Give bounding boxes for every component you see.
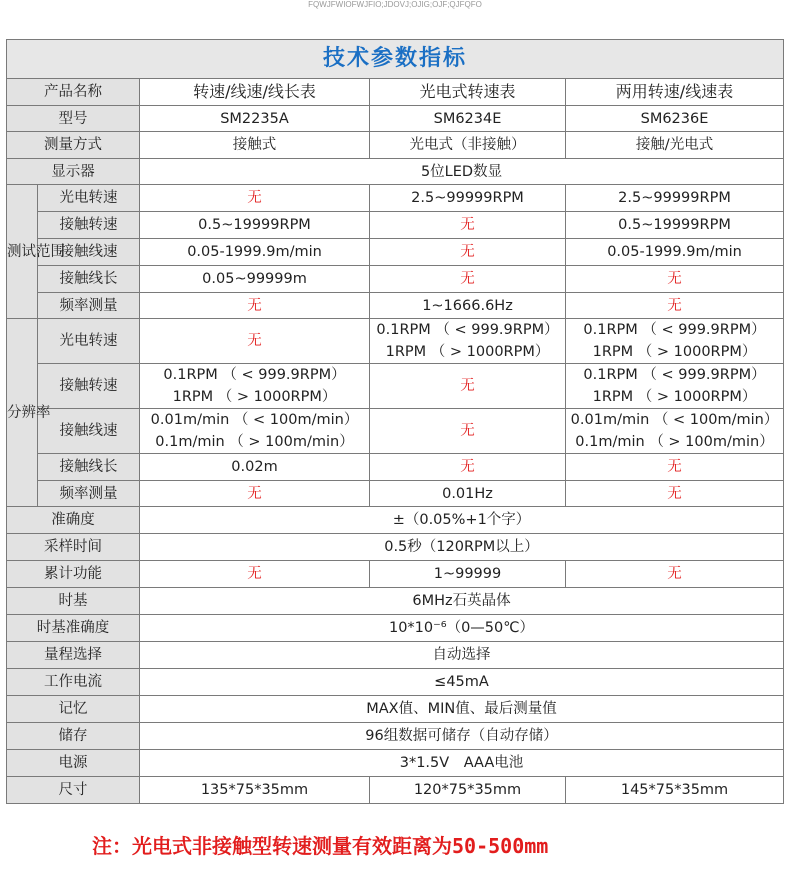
current-value: ≤45mA bbox=[140, 669, 784, 696]
row-res-contact-length bbox=[7, 454, 784, 481]
label-method: 测量方式 bbox=[7, 132, 140, 159]
power-value: 3*1.5V AAA电池 bbox=[140, 750, 784, 777]
res-contact-speed-1-line2: 0.1m/min （ > 100m/min） bbox=[155, 434, 354, 450]
timebase-accuracy-value: 10*10⁻⁶（0—50℃） bbox=[140, 615, 784, 642]
cumulative-2: 1~99999 bbox=[370, 561, 566, 588]
label-current: 工作电流 bbox=[7, 669, 140, 696]
res-contact-length-1: 0.02m bbox=[140, 454, 370, 481]
res-contact-rpm-3 bbox=[566, 364, 784, 409]
res-contact-rpm-2: 无 bbox=[370, 364, 566, 409]
row-size bbox=[7, 777, 784, 804]
footnote: 注：光电式非接触型转速测量有效距离为50-500mm bbox=[92, 834, 549, 858]
label-sampling: 采样时间 bbox=[7, 534, 140, 561]
label-range-photo-rpm: 光电转速 bbox=[38, 185, 140, 212]
label-res-photo-rpm: 光电转速 bbox=[38, 319, 140, 364]
row-res-photo-rpm bbox=[7, 319, 784, 364]
res-contact-length-3: 无 bbox=[566, 454, 784, 481]
row-accuracy bbox=[7, 507, 784, 534]
range-photo-rpm-3: 2.5~99999RPM bbox=[566, 185, 784, 212]
product-col-3: 两用转速/线速表 bbox=[566, 79, 784, 106]
memory-value: MAX值、MIN值、最后测量值 bbox=[140, 696, 784, 723]
row-timebase bbox=[7, 588, 784, 615]
row-sampling bbox=[7, 534, 784, 561]
table-title: 技术参数指标 bbox=[7, 40, 784, 79]
size-1: 135*75*35mm bbox=[140, 777, 370, 804]
res-photo-rpm-3 bbox=[566, 319, 784, 364]
size-2: 120*75*35mm bbox=[370, 777, 566, 804]
method-2: 光电式（非接触） bbox=[370, 132, 566, 159]
row-res-contact-speed bbox=[7, 409, 784, 454]
label-res-contact-length: 接触线长 bbox=[38, 454, 140, 481]
row-method bbox=[7, 132, 784, 159]
row-range-photo-rpm bbox=[7, 185, 784, 212]
res-contact-rpm-1-line1: 0.1RPM （ < 999.9RPM） bbox=[163, 367, 346, 383]
row-timebase-accuracy bbox=[7, 615, 784, 642]
top-code-text: FQWJFWIOFWJFIO;JDOVJ;OJIG;OJF;QJFQFO bbox=[308, 0, 482, 9]
label-accuracy: 准确度 bbox=[7, 507, 140, 534]
res-contact-length-2: 无 bbox=[370, 454, 566, 481]
cumulative-1: 无 bbox=[140, 561, 370, 588]
res-frequency-2: 0.01Hz bbox=[370, 481, 566, 507]
res-contact-rpm-1-line2: 1RPM （ > 1000RPM） bbox=[172, 389, 337, 405]
range-contact-speed-3: 0.05-1999.9m/min bbox=[566, 239, 784, 266]
range-frequency-2: 1~1666.6Hz bbox=[370, 293, 566, 319]
label-power: 电源 bbox=[7, 750, 140, 777]
timebase-value: 6MHz石英晶体 bbox=[140, 588, 784, 615]
range-contact-rpm-1: 0.5~19999RPM bbox=[140, 212, 370, 239]
label-timebase: 时基 bbox=[7, 588, 140, 615]
row-res-contact-rpm bbox=[7, 364, 784, 409]
label-res-contact-speed: 接触线速 bbox=[38, 409, 140, 454]
res-contact-speed-1 bbox=[140, 409, 370, 454]
label-storage: 储存 bbox=[7, 723, 140, 750]
row-range-select bbox=[7, 642, 784, 669]
res-contact-rpm-1 bbox=[140, 364, 370, 409]
group-range-label: 测试范围 bbox=[7, 243, 65, 260]
label-range-contact-speed: 接触线速 bbox=[38, 239, 140, 266]
group-resolution bbox=[7, 319, 51, 507]
range-frequency-1: 无 bbox=[140, 293, 370, 319]
res-photo-rpm-1: 无 bbox=[140, 319, 370, 364]
cumulative-3: 无 bbox=[566, 561, 784, 588]
label-range-frequency: 频率测量 bbox=[38, 293, 140, 319]
label-range-contact-rpm: 接触转速 bbox=[38, 212, 140, 239]
label-range-contact-length: 接触线长 bbox=[38, 266, 140, 293]
res-photo-rpm-3-line2: 1RPM （ > 1000RPM） bbox=[592, 344, 757, 360]
res-frequency-1: 无 bbox=[140, 481, 370, 507]
row-storage bbox=[7, 723, 784, 750]
row-current bbox=[7, 669, 784, 696]
range-select-value: 自动选择 bbox=[140, 642, 784, 669]
range-photo-rpm-1: 无 bbox=[140, 185, 370, 212]
label-res-frequency: 频率测量 bbox=[38, 481, 140, 507]
res-frequency-3: 无 bbox=[566, 481, 784, 507]
label-cumulative: 累计功能 bbox=[7, 561, 140, 588]
range-photo-rpm-2: 2.5~99999RPM bbox=[370, 185, 566, 212]
method-3: 接触/光电式 bbox=[566, 132, 784, 159]
range-contact-speed-2: 无 bbox=[370, 239, 566, 266]
row-product-name bbox=[7, 79, 784, 106]
row-memory bbox=[7, 696, 784, 723]
size-3: 145*75*35mm bbox=[566, 777, 784, 804]
range-contact-rpm-3: 0.5~19999RPM bbox=[566, 212, 784, 239]
product-col-1: 转速/线速/线长表 bbox=[140, 79, 370, 106]
model-2: SM6234E bbox=[370, 106, 566, 132]
display-value: 5位LED数显 bbox=[140, 159, 784, 185]
label-size: 尺寸 bbox=[7, 777, 140, 804]
label-model: 型号 bbox=[7, 106, 140, 132]
row-display bbox=[7, 159, 784, 185]
group-range bbox=[7, 185, 65, 319]
range-contact-length-3: 无 bbox=[566, 266, 784, 293]
label-product-name: 产品名称 bbox=[7, 79, 140, 106]
row-range-contact-speed bbox=[7, 239, 784, 266]
res-contact-speed-2: 无 bbox=[370, 409, 566, 454]
method-1: 接触式 bbox=[140, 132, 370, 159]
range-contact-speed-1: 0.05-1999.9m/min bbox=[140, 239, 370, 266]
row-range-contact-rpm bbox=[7, 212, 784, 239]
label-res-contact-rpm: 接触转速 bbox=[38, 364, 140, 409]
row-model bbox=[7, 106, 784, 132]
res-photo-rpm-2-line2: 1RPM （ > 1000RPM） bbox=[385, 344, 550, 360]
row-range-frequency bbox=[7, 293, 784, 319]
res-contact-speed-3-line1: 0.01m/min （ < 100m/min） bbox=[570, 412, 779, 428]
row-cumulative bbox=[7, 561, 784, 588]
range-frequency-3: 无 bbox=[566, 293, 784, 319]
storage-value: 96组数据可储存（自动存储） bbox=[140, 723, 784, 750]
res-contact-speed-3-line2: 0.1m/min （ > 100m/min） bbox=[575, 434, 774, 450]
product-col-2: 光电式转速表 bbox=[370, 79, 566, 106]
range-contact-length-2: 无 bbox=[370, 266, 566, 293]
range-contact-length-1: 0.05~99999m bbox=[140, 266, 370, 293]
title-row bbox=[7, 40, 784, 79]
label-range-select: 量程选择 bbox=[7, 642, 140, 669]
label-timebase-accuracy: 时基准确度 bbox=[7, 615, 140, 642]
label-display: 显示器 bbox=[7, 159, 140, 185]
label-memory: 记忆 bbox=[7, 696, 140, 723]
spec-table bbox=[6, 39, 784, 804]
sampling-value: 0.5秒（120RPM以上） bbox=[140, 534, 784, 561]
res-contact-speed-1-line1: 0.01m/min （ < 100m/min） bbox=[150, 412, 359, 428]
group-resolution-label: 分辨率 bbox=[7, 404, 51, 421]
res-contact-rpm-3-line1: 0.1RPM （ < 999.9RPM） bbox=[583, 367, 766, 383]
res-photo-rpm-2-line1: 0.1RPM （ < 999.9RPM） bbox=[376, 322, 559, 338]
range-contact-rpm-2: 无 bbox=[370, 212, 566, 239]
res-contact-speed-3 bbox=[566, 409, 784, 454]
row-res-frequency bbox=[7, 481, 784, 507]
row-power bbox=[7, 750, 784, 777]
row-range-contact-length bbox=[7, 266, 784, 293]
res-photo-rpm-2 bbox=[370, 319, 566, 364]
model-3: SM6236E bbox=[566, 106, 784, 132]
accuracy-value: ±（0.05%+1个字） bbox=[140, 507, 784, 534]
res-photo-rpm-3-line1: 0.1RPM （ < 999.9RPM） bbox=[583, 322, 766, 338]
model-1: SM2235A bbox=[140, 106, 370, 132]
res-contact-rpm-3-line2: 1RPM （ > 1000RPM） bbox=[592, 389, 757, 405]
